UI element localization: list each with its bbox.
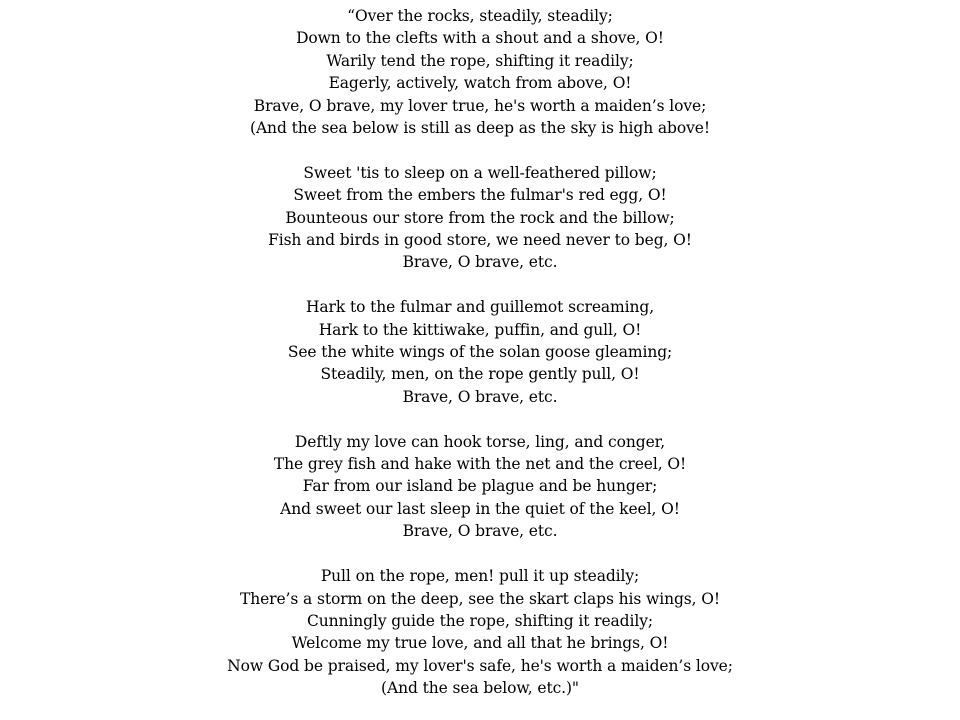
poem-line: Now God be praised, my lover's safe, he's worth a maiden’s love;: [227, 656, 733, 675]
poem-line: Warily tend the rope, shifting it readily;: [326, 51, 634, 70]
stanza-3: [0, 296, 960, 408]
stanza-1: [0, 5, 960, 139]
poem-line: Fish and birds in good store, we need never to beg, O!: [268, 231, 692, 250]
poem-line: Pull on the rope, men! pull it up steadily;: [320, 567, 640, 586]
poem-line: Hark to the kittiwake, puffin, and gull, O!: [318, 320, 642, 339]
stanza-2: [0, 162, 960, 274]
poem-line: Bounteous our store from the rock and the billow;: [285, 208, 675, 227]
poem-line: Sweet 'tis to sleep on a well-feathered pillow;: [303, 163, 657, 182]
poem-line: Far from our island be plague and be hunger;: [302, 477, 658, 496]
poem-line: Cunningly guide the rope, shifting it readily;: [307, 611, 653, 630]
stanza-4: [0, 431, 960, 543]
poem-line: “Over the rocks, steadily, steadily;: [347, 7, 613, 25]
poem-line: There’s a storm on the deep, see the skart claps his wings, O!: [239, 589, 721, 608]
poem-line: See the white wings of the solan goose gleaming;: [287, 343, 673, 362]
poem-line: Brave, O brave, etc.: [402, 387, 558, 406]
poem-line: Brave, O brave, my lover true, he's worth a maiden’s love;: [253, 96, 707, 115]
stanza-5: [0, 565, 960, 699]
poem-line: Steadily, men, on the rope gently pull, O!: [320, 365, 640, 384]
poem-line: Welcome my true love, and all that he brings, O!: [291, 634, 669, 653]
poem-line: Hark to the fulmar and guillemot screaming,: [305, 298, 655, 317]
poem-line: Brave, O brave, etc.: [402, 253, 558, 272]
poem-line: Deftly my love can hook torse, ling, and conger,: [294, 432, 666, 451]
poem-line: Sweet from the embers the fulmar's red egg, O!: [293, 186, 667, 205]
poem-line: (And the sea below is still as deep as the sky is high above!: [250, 119, 710, 138]
poem-line: (And the sea below, etc.)": [381, 679, 579, 698]
poem-text: [0, 5, 960, 700]
poem-line: The grey fish and hake with the net and the creel, O!: [273, 455, 687, 474]
poem-line: Eagerly, actively, watch from above, O!: [328, 74, 632, 93]
poem-line: Brave, O brave, etc.: [402, 522, 558, 541]
poem-line: Down to the clefts with a shout and a shove, O!: [296, 29, 664, 48]
poem-line: And sweet our last sleep in the quiet of the keel, O!: [280, 499, 680, 518]
